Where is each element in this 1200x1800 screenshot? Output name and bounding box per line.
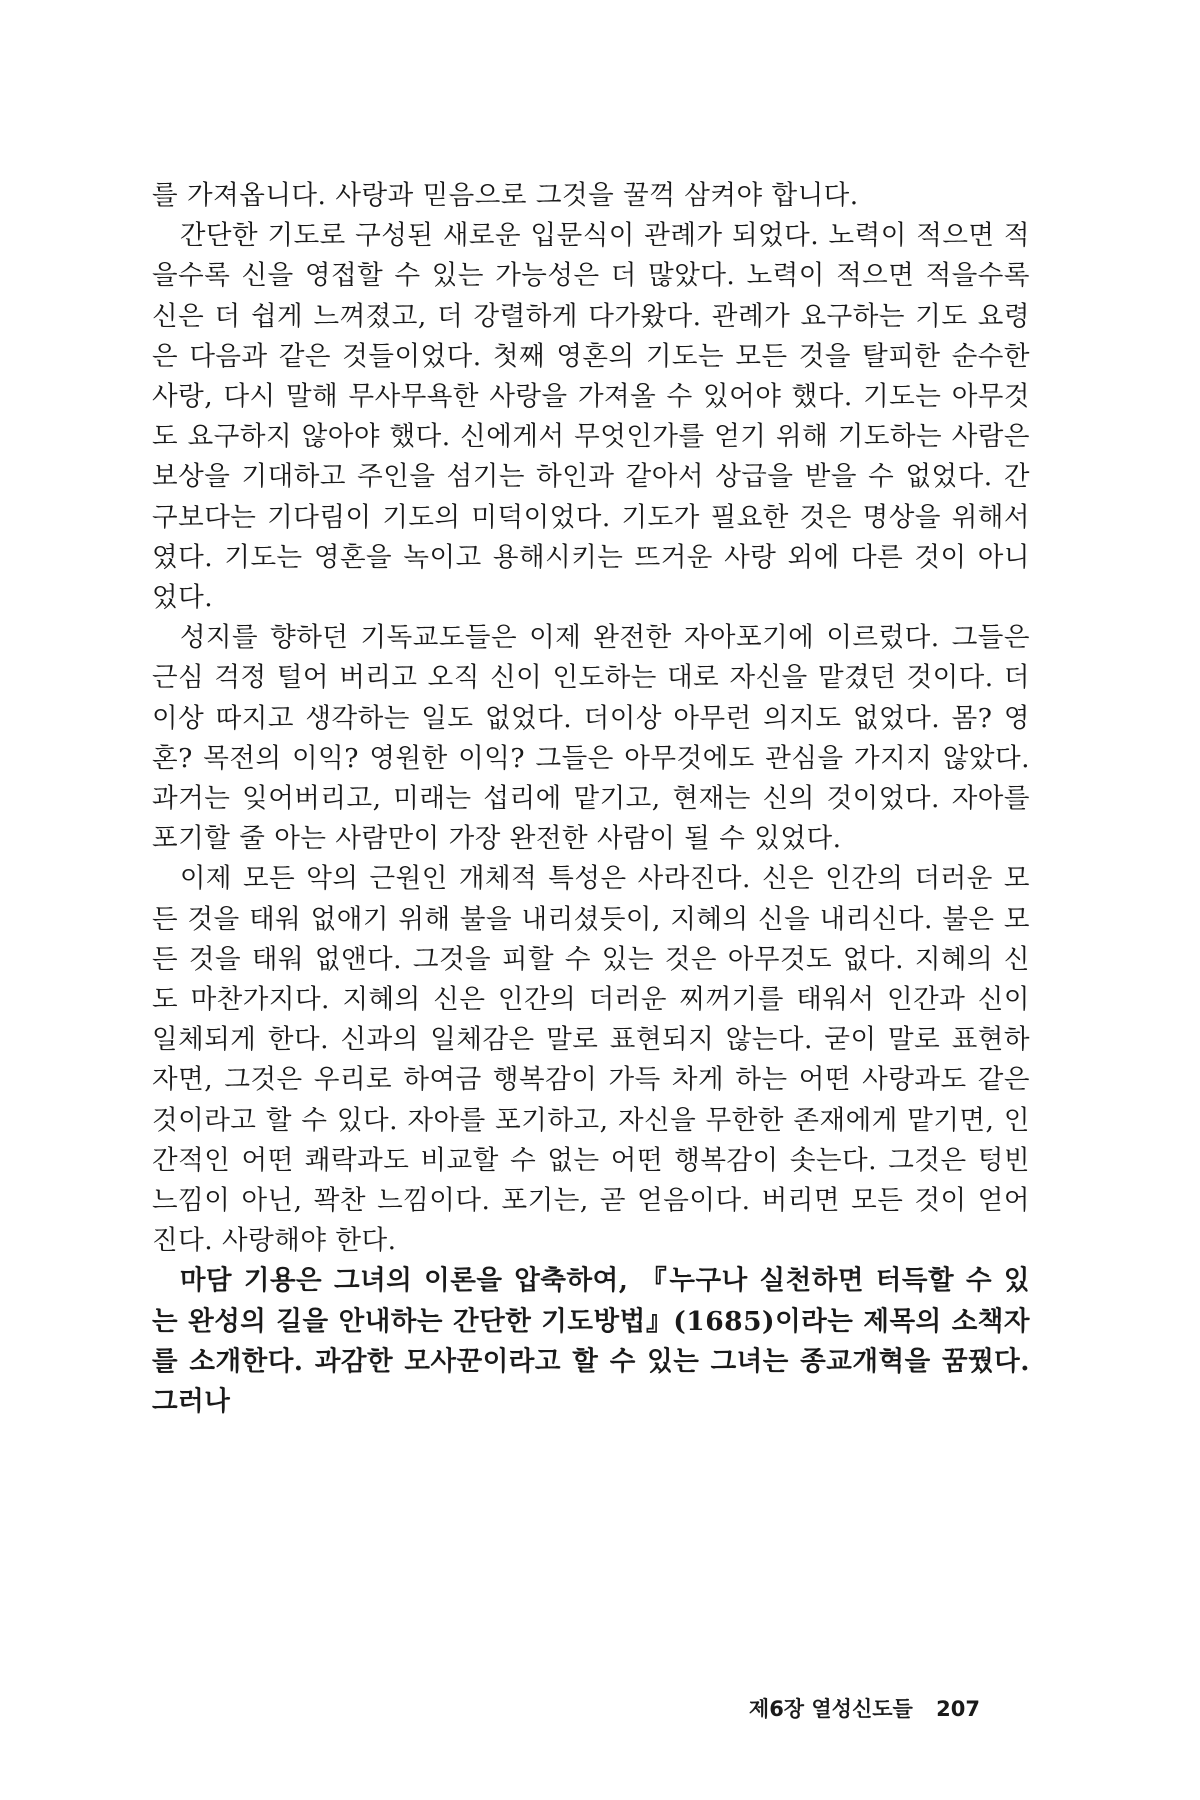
paragraph-prayer-rites: 간단한 기도로 구성된 새로운 입문식이 관례가 되었다. 노력이 적으면 적을수록 신을 영접할 수 있는 가능성은 더 많았다. 노력이 적으면 적을수록 신은 더 쉽게 느껴졌고, 더 강렬하게 다가왔다. 관례가 요구하는 기도 요령은 다음과 같은 것들이었다. 첫째 영혼의 기도는 모든 것을 탈피한 순수한 사랑, 다시 말해 무사무욕한 사랑을 가져올 수 있어야 했다. 기도는 아무것도 요구하지 않아야 했다. 신에게서 무엇인가를 얻기 위해 기도하는 사람은 보상을 기대하고 주인을 섬기는 하인과 같아서 상급을 받을 수 없었다. 간구보다는 기다림이 기도의 미덕이었다. 기도가 필요한 것은 명상을 위해서였다. 기도는 영혼을 녹이고 용해시키는 뜨거운 사랑 외에 다른 것이 아니었다. xyxy=(152,220,1030,614)
body-text xyxy=(152,176,1030,1422)
paragraph-madame-guyon: 마담 기용은 그녀의 이론을 압축하여, 『누구나 실천하면 터득할 수 있는 완성의 길을 안내하는 간단한 기도방법』(1685)이라는 제목의 소책자를 소개한다. 과감한 모사꾼이라고 할 수 있는 그녀는 종교개혁을 꿈꿨다. 그러나 xyxy=(152,1265,1030,1418)
paragraph-continuation: 를 가져옵니다. 사랑과 믿음으로 그것을 꿀꺽 삼켜야 합니다. xyxy=(152,180,859,211)
paragraph-self-abandonment: 성지를 향하던 기독교도들은 이제 완전한 자아포기에 이르렀다. 그들은 근심 걱정 털어 버리고 오직 신이 인도하는 대로 자신을 맡겼던 것이다. 더 이상 따지고 생각하는 일도 없었다. 더이상 아무런 의지도 없었다. 몸? 영혼? 목전의 이익? 영원한 이익? 그들은 아무것에도 관심을 가지지 않았다. 과거는 잊어버리고, 미래는 섭리에 맡기고, 현재는 신의 것이었다. 자아를 포기할 줄 아는 사람만이 가장 완전한 사람이 될 수 있었다. xyxy=(152,622,1030,855)
paragraph-union-with-god: 이제 모든 악의 근원인 개체적 특성은 사라진다. 신은 인간의 더러운 모든 것을 태워 없애기 위해 불을 내리셨듯이, 지혜의 신을 내리신다. 불은 모든 것을 태워 없앤다. 그것을 피할 수 있는 것은 아무것도 없다. 지혜의 신도 마찬가지다. 지혜의 신은 인간의 더러운 찌꺼기를 태워서 인간과 신이 일체되게 한다. 신과의 일체감은 말로 표현되지 않는다. 굳이 말로 표현하자면, 그것은 우리로 하여금 행복감이 가득 차게 하는 어떤 사랑과도 같은 것이라고 할 수 있다. 자아를 포기하고, 자신을 무한한 존재에게 맡기면, 인간적인 어떤 쾌락과도 비교할 수 없는 어떤 행복감이 솟는다. 그것은 텅빈 느낌이 아닌, 꽉찬 느낌이다. 포기는, 곧 얻음이다. 버리면 모든 것이 얻어진다. 사랑해야 한다. xyxy=(152,863,1030,1257)
page-footer xyxy=(749,1693,980,1723)
running-chapter-title: 제6장 열성신도들 xyxy=(748,1697,913,1721)
page-number: 207 xyxy=(936,1697,980,1721)
